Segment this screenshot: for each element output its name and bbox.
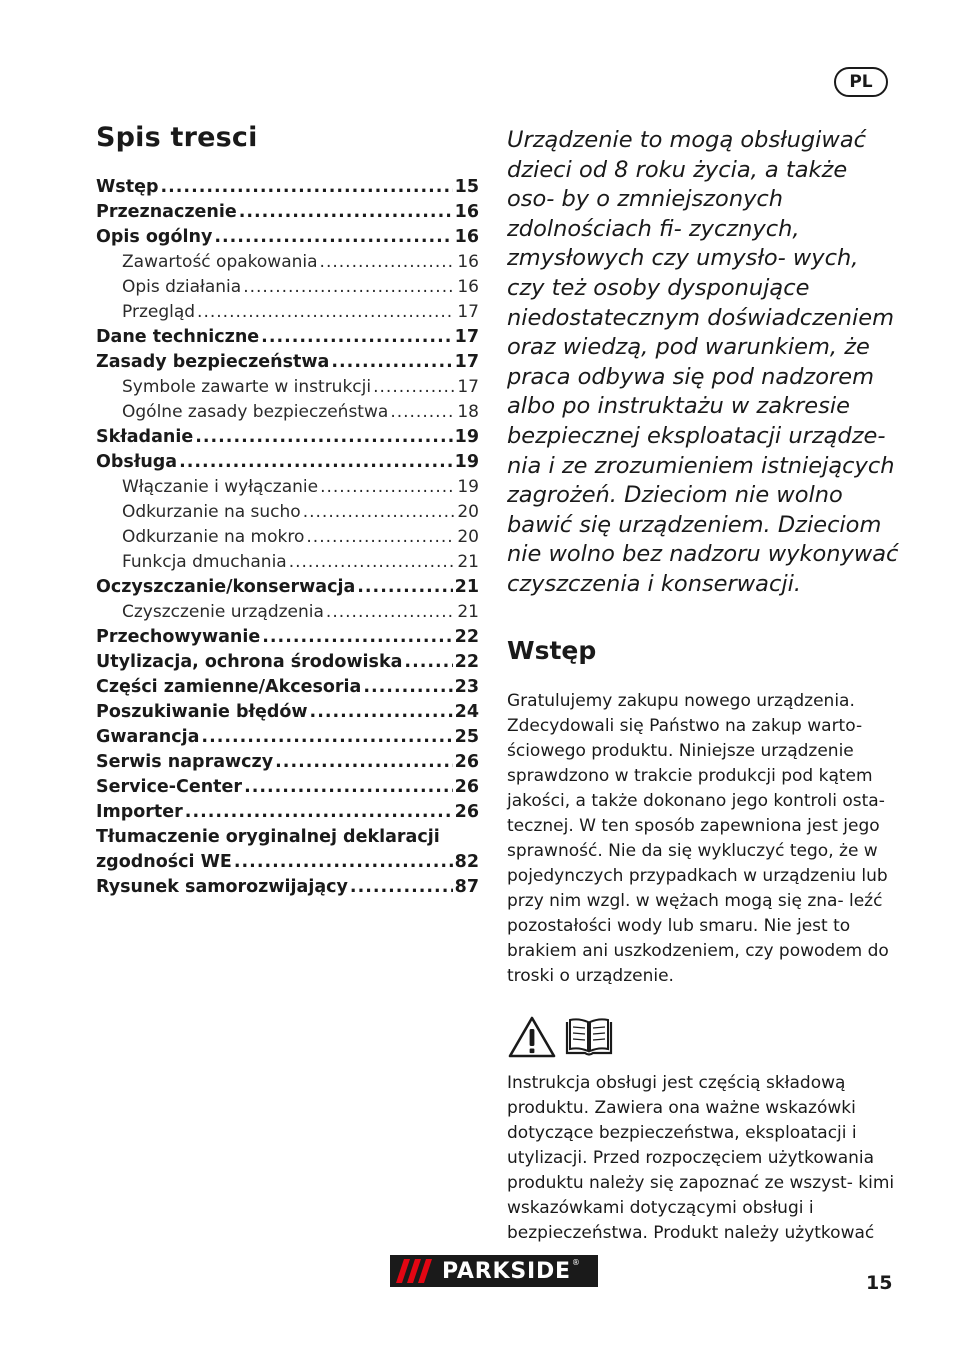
toc-entry-label: Dane techniczne [96, 327, 260, 347]
toc-entry [96, 250, 479, 275]
toc-entry [96, 550, 479, 575]
toc-leader-dots [320, 250, 456, 275]
toc-entry [96, 625, 479, 650]
toc-entry [96, 675, 479, 700]
logo-brand-text: PARKSIDE [442, 1258, 571, 1284]
toc-leader-dots [214, 225, 452, 250]
toc-entry-page: 19 [454, 427, 479, 447]
toc-entry [96, 725, 479, 750]
toc-entry-label: Rysunek samorozwijający [96, 877, 348, 897]
toc-leader-dots [306, 525, 455, 550]
toc-entry-page: 15 [454, 177, 479, 197]
toc-title: Spis tresci [96, 122, 258, 153]
toc-entry [96, 850, 479, 875]
toc-entry-page: 22 [454, 652, 479, 672]
toc-entry-page: 21 [454, 577, 479, 597]
toc-entry-label: Service-Center [96, 777, 243, 797]
toc-entry-label: Opis ogólny [96, 227, 213, 247]
toc-leader-dots [350, 875, 453, 900]
toc-entry [96, 750, 479, 775]
toc-leader-dots [404, 650, 452, 675]
toc-entry-label: Przeznaczenie [96, 202, 237, 222]
toc-entry [96, 375, 479, 400]
toc-leader-dots [275, 750, 452, 775]
toc-entry-label: Oczyszczanie/konserwacja [96, 577, 356, 597]
toc-entry-label: Tłumaczenie oryginalnej deklaracji [96, 827, 440, 847]
toc-entry [96, 175, 479, 200]
toc-entry [96, 525, 479, 550]
toc-entry [96, 875, 479, 900]
toc-entry-page: 87 [454, 877, 479, 897]
safety-intro-text: Urządzenie to mogą obsługiwać dzieci od 8 roku życia, a także oso- by o zmniejszonych zdolnościach fi- zycznych, zmysłowych czy umysło- wych, czy też osoby dysponujące niedostatecznym doświadczeniem oraz wiedzą, pod warunkiem, że praca odbywa się pod nadzorem albo po instruktażu w zakresie bezpiecznej eksploatacji urządze- nia i ze zrozumieniem istniejących zagrożeń. Dzieciom nie wolno bawić się urządzeniem. Dzieciom nie wolno bez nadzoru wykonywać czyszczenia i konserwacji. [507, 127, 899, 597]
intro-paragraph: Gratulujemy zakupu nowego urządzenia. Zdecydowali się Państwo na zakup warto- ściowego produktu. Niniejsze urządzenie sprawdzono w trakcie produkcji pod kątem jakości, a także dokonano jego kontroli osta- tecznej. W ten sposób zapewniona jest jego sprawność. Nie da się wykluczyć tego, że w pojedynczych przypadkach w urządzeniu lub przy nim wzgl. w wężach mogą się zna- leźć pozostałości wody lub smaru. Nie jest to brakiem ani uszkodzeniem, czy powodem do troski o urządzenie. [507, 690, 889, 986]
toc-entry-label: Składanie [96, 427, 194, 447]
toc-entry-label: Funkcja dmuchania [122, 552, 287, 572]
toc-entry [96, 650, 479, 675]
toc-entry-label: Odkurzanie na sucho [122, 502, 301, 522]
toc-entry-page: 17 [457, 377, 479, 397]
toc-entry-page: 20 [457, 502, 479, 522]
toc-entry [96, 500, 479, 525]
toc-leader-dots [239, 200, 453, 225]
toc-entry [96, 325, 479, 350]
toc-entry-label: Importer [96, 802, 183, 822]
toc-leader-dots [185, 800, 453, 825]
toc-entry-label: Opis działania [122, 277, 242, 297]
toc-entry-label: Utylizacja, ochrona środowiska [96, 652, 403, 672]
toc-leader-dots [197, 300, 455, 325]
toc-entry-page: 17 [457, 302, 479, 322]
toc-entry [96, 575, 479, 600]
toc-entry-page: 26 [454, 752, 479, 772]
toc-leader-dots [289, 550, 456, 575]
table-of-contents [96, 122, 479, 900]
warning-triangle-icon [507, 1015, 557, 1059]
toc-entry-label: Zasady bezpieczeństwa [96, 352, 330, 372]
toc-entry-label: Przechowywanie [96, 627, 261, 647]
toc-entry [96, 800, 479, 825]
toc-entry [96, 425, 479, 450]
toc-entry-page: 23 [454, 677, 479, 697]
toc-entry-label: Symbole zawarte w instrukcji [122, 377, 372, 397]
toc-entry-label: Gwarancja [96, 727, 200, 747]
toc-leader-dots [160, 175, 452, 200]
toc-entry-page: 17 [454, 327, 479, 347]
logo-registered-mark: ® [571, 1258, 580, 1267]
toc-entry [96, 600, 479, 625]
toc-entry-label: Części zamienne/Akcesoria [96, 677, 362, 697]
toc-entry [96, 775, 479, 800]
logo-stripes-icon [390, 1255, 442, 1287]
toc-entry-page: 26 [454, 802, 479, 822]
toc-leader-dots [320, 475, 455, 500]
toc-leader-dots [261, 325, 452, 350]
manual-paragraph: Instrukcja obsługi jest częścią składową produktu. Zawiera ona ważne wskazówki dotyczące bezpieczeństwa, eksploatacji i utylizacji. Przed rozpoczęciem użytkowania produktu należy się zapoznać ze wszyst- kimi wskazówkami dotyczącymi obsługi i bezpieczeństwa. Produkt należy użytkować [507, 1072, 895, 1243]
toc-list [96, 175, 479, 900]
toc-entry [96, 350, 479, 375]
toc-leader-dots [262, 625, 452, 650]
toc-entry [96, 700, 479, 725]
toc-entry-page: 19 [457, 477, 479, 497]
toc-leader-dots [326, 600, 455, 625]
toc-entry [96, 825, 479, 850]
toc-entry-page: 25 [454, 727, 479, 747]
toc-entry-label: zgodności WE [96, 852, 232, 872]
toc-entry-page: 16 [454, 227, 479, 247]
toc-leader-dots [179, 450, 453, 475]
toc-entry-page: 22 [454, 627, 479, 647]
manual-book-icon [563, 1015, 615, 1059]
toc-entry [96, 400, 479, 425]
toc-entry-page: 16 [454, 202, 479, 222]
toc-leader-dots [303, 500, 456, 525]
section-title: Wstęp [507, 635, 597, 665]
toc-leader-dots [310, 700, 453, 725]
toc-leader-dots [363, 675, 452, 700]
toc-entry [96, 475, 479, 500]
toc-entry-label: Zawartość opakowania [122, 252, 318, 272]
toc-entry-page: 17 [454, 352, 479, 372]
toc-entry [96, 275, 479, 300]
toc-leader-dots [373, 375, 455, 400]
page-number: 15 [866, 1272, 893, 1294]
toc-entry [96, 225, 479, 250]
toc-leader-dots [331, 350, 452, 375]
right-column [507, 126, 899, 1246]
toc-entry [96, 450, 479, 475]
toc-entry-page: 26 [454, 777, 479, 797]
toc-entry-label: Odkurzanie na mokro [122, 527, 305, 547]
toc-leader-dots [390, 400, 455, 425]
toc-entry-page: 24 [454, 702, 479, 722]
toc-leader-dots [243, 275, 455, 300]
toc-entry-page: 19 [454, 452, 479, 472]
toc-entry-label: Poszukiwanie błędów [96, 702, 308, 722]
toc-leader-dots [357, 575, 452, 600]
toc-entry-label: Serwis naprawczy [96, 752, 274, 772]
toc-entry-page: 18 [457, 402, 479, 422]
toc-leader-dots [244, 775, 453, 800]
toc-entry [96, 200, 479, 225]
toc-entry-page: 82 [454, 852, 479, 872]
toc-entry-page: 20 [457, 527, 479, 547]
language-badge: PL [834, 67, 888, 97]
toc-entry-page: 21 [457, 552, 479, 572]
toc-leader-dots [234, 850, 453, 875]
toc-entry-label: Włączanie i wyłączanie [122, 477, 319, 497]
toc-entry [96, 300, 479, 325]
toc-entry-label: Obsługa [96, 452, 178, 472]
toc-entry-label: Przegląd [122, 302, 196, 322]
parkside-logo [390, 1255, 598, 1287]
safety-icons [507, 1013, 899, 1059]
toc-entry-label: Wstęp [96, 177, 159, 197]
toc-leader-dots [195, 425, 452, 450]
toc-leader-dots [201, 725, 452, 750]
toc-entry-page: 21 [457, 602, 479, 622]
toc-entry-label: Ogólne zasady bezpieczeństwa [122, 402, 389, 422]
toc-entry-label: Czyszczenie urządzenia [122, 602, 324, 622]
toc-entry-page: 16 [457, 277, 479, 297]
toc-entry-page: 16 [457, 252, 479, 272]
